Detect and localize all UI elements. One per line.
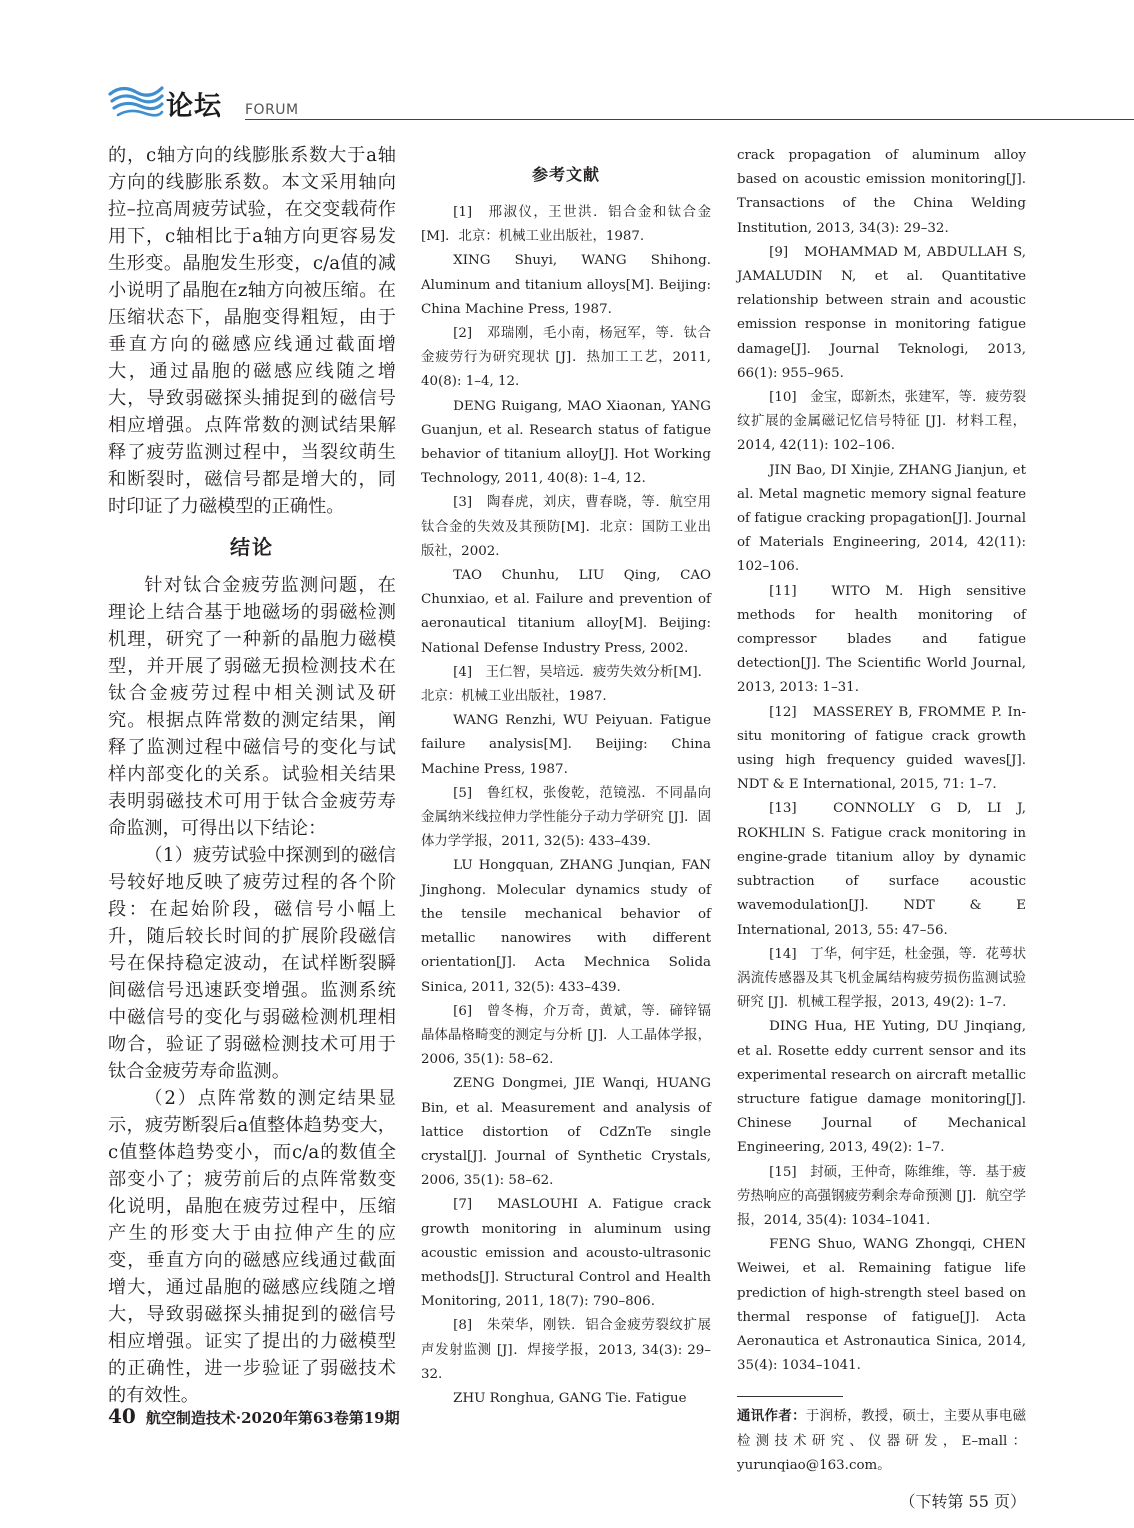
references-heading: 参考文献 [531,165,600,184]
reference-entry: DENG Ruigang, MAO Xiaonan, YANG Guanjun, et al. Research status of fatigue behavior of titanium alloy[J]. Hot Working Technology, 2011, 40(8): 1–4, 12. [421,398,711,487]
reference-entry: LU Hongquan, ZHANG Junqian, FAN Jinghong. Molecular dynamics study of the tensile mechanical behavior of metallic nanowires with different orientation[J]. Acta Mechnica Solida Sinica, 2011, 32(5): 433–439. [421,858,711,995]
reference-entry: [12] MASSEREY B, FROMME P. In-situ monitoring of fatigue crack growth using high frequency guided waves[J]. NDT & E International, 2015, 71: 1–7. [737,704,1026,793]
reference-entry: TAO Chunhu, LIU Qing, CAO Chunxiao, et al. Failure and prevention of aeronautical titanium alloy[M]. Beijing: National Defense Industry Press, 2002. [421,568,711,656]
section-brand: 论坛 [166,91,222,122]
corresponding-author-note [737,1405,1026,1478]
reference-entry: [11] WITO M. High sensitive methods for health monitoring of compressor blades and fatigue detection[J]. The Scientific World Journal, 2013, 2013: 1–31. [737,583,1026,696]
conclusion-heading: 结论 [230,535,274,559]
reference-entry: [6] 曾冬梅，介万奇，黄斌，等．碲锌镉晶体晶格畸变的测定与分析 [J]．人工晶体学报，2006, 35(1): 58–62. [421,1003,711,1068]
author-note-rule [737,1396,843,1397]
reference-entry: [9] MOHAMMAD M, ABDULLAH S, JAMALUDIN N, et al. Quantitative relationship between strain and acoustic emission response in monitoring fatigue damage[J]. Journal Teknologi, 2013, 66(1): 955–965. [737,244,1026,381]
reference-entry: [3] 陶春虎，刘庆，曹春晓，等．航空用钛合金的失效及其预防[M]．北京：国防工业出版社，2002. [421,495,711,559]
continued-note: （下转第 55 页） [899,1491,1026,1511]
header-rule [245,119,1134,120]
reference-entry: ZHU Ronghua, GANG Tie. Fatigue [453,1390,687,1406]
journal-title: 航空制造技术·2020年第63卷第19期 [145,1409,400,1427]
reference-entry: [4] 王仁智，吴培远．疲劳失效分析[M]．北京：机械工业出版社，1987. [421,664,711,705]
page-number: 40 [108,1404,136,1428]
reference-entry: [1] 邢淑仪，王世洪．铝合金和钛合金[M]．北京：机械工业出版社，1987. [421,205,711,245]
section-label: FORUM [245,102,299,118]
waves-logo-icon [108,82,164,118]
reference-entry: WANG Renzhi, WU Peiyuan. Fatigue failure analysis[M]. Beijing: China Machine Press, 1987. [421,713,711,777]
body-paragraph: 的，c轴方向的线膨胀系数大于a轴方向的线膨胀系数。本文采用轴向拉–拉高周疲劳试验，在交变载荷作用下，c轴相比于a轴方向更容易发生形变。晶胞发生形变，c/a值的减小说明了晶胞在z轴方向被压缩。在压缩状态下，晶胞变得粗短，由于垂直方向的磁感应线通过截面增大，通过晶胞的磁感应线随之增大，导致弱磁探头捕捉到的磁信号相应增强。点阵常数的测试结果解释了疲劳监测过程中，当裂纹萌生和断裂时，磁信号都是增大的，同时印证了力磁模型的正确性。 [108,145,396,517]
reference-entry: [7] MASLOUHI A. Fatigue crack growth monitoring in aluminum using acoustic emission and acousto-ultrasonic methods[J]. Structural Control and Health Monitoring, 2011, 18(7): 790–806. [421,1197,711,1310]
reference-entry: FENG Shuo, WANG Zhongqi, CHEN Weiwei, et al. Remaining fatigue life prediction of high-strength steel based on thermal response of fatigue[J]. Acta Aeronautica et Astronautica Sinica, 2014, 35(4): 1034–1041. [737,1237,1026,1374]
reference-entry: crack propagation of aluminum alloy based on acoustic emission monitoring[J]. Transactions of the China Welding Institution, 2013, 34(3): 29–32. [737,148,1026,236]
reference-entry: [2] 邓瑞刚，毛小南，杨冠军，等．钛合金疲劳行为研究现状 [J]．热加工工艺，2011, 40(8): 1–4, 12. [421,326,711,390]
reference-entry: [10] 金宝，邸新杰，张建军，等．疲劳裂纹扩展的金属磁记忆信号特征 [J]．材料工程，2014, 42(11): 102–106. [737,390,1026,454]
left-column [108,142,396,1409]
reference-entry: [5] 鲁红权，张俊乾，范镜泓．不同晶向金属纳米线拉伸力学性能分子动力学研究 [J]．固体力学学报，2011, 32(5): 433–439. [421,785,711,850]
reference-entry: [8] 朱荣华，刚铁．铝合金疲劳裂纹扩展声发射监测 [J]．焊接学报，2013, 34(3): 29–32. [421,1318,711,1382]
reference-entry: DING Hua, HE Yuting, DU Jinqiang, et al. Rosette eddy current sensor and its experimental research on aircraft metallic structure fatigue damage monitoring[J]. Chinese Journal of Mechanical Engineering, 2013, 49(2): 1–7. [737,1019,1026,1156]
reference-entry: XING Shuyi, WANG Shihong. Aluminum and titanium alloys[M]. Beijing: China Machine Press, 1987. [421,253,711,317]
page-footer [108,1404,400,1428]
author-note-text: 于润桥，教授，硕士，主要从事电磁检测技术研究、仪器研发，E–mall：yurunqiao@163.com。 [737,1409,1027,1473]
reference-entry: [14] 丁华，何宇廷，杜金强，等．花萼状涡流传感器及其飞机金属结构疲劳损伤监测试验研究 [J]．机械工程学报，2013, 49(2): 1–7. [737,946,1026,1011]
right-column [737,144,1026,1514]
reference-entry: JIN Bao, DI Xinjie, ZHANG Jianjun, et al. Metal magnetic memory signal feature of fatigue cracking propagation[J]. Journal of Materials Engineering, 2014, 42(11): 102–106. [737,462,1026,575]
author-note-label: 通讯作者： [737,1409,806,1425]
reference-entry: [13] CONNOLLY G D, LI J, ROKHLIN S. Fatigue crack monitoring in engine-grade titanium alloy by dynamic subtraction of surface acoustic wavemodulation[J]. NDT & E International, 2013, 55: 47–56. [737,801,1026,938]
middle-column [421,163,711,1411]
body-paragraph: （1）疲劳试验中探测到的磁信号较好地反映了疲劳过程的各个阶段：在起始阶段，磁信号小幅上升，随后较长时间的扩展阶段磁信号在保持稳定波动，在试样断裂瞬间磁信号迅速跃变增强。监测系统中磁信号的变化与弱磁检测机理相吻合，验证了弱磁检测技术可用于钛合金疲劳寿命监测。 [108,845,396,1082]
reference-entry: [15] 封硕，王仲奇，陈维维，等．基于疲劳热响应的高强钢疲劳剩余寿命预测 [J]．航空学报，2014, 35(4): 1034–1041. [737,1164,1026,1228]
page-header [108,78,1134,122]
body-paragraph: （2）点阵常数的测定结果显示，疲劳断裂后a值整体趋势变大，c值整体趋势变小，而c/a的数值全部变小了；疲劳前后的点阵常数变化说明，晶胞在疲劳过程中，压缩产生的形变大于由拉伸产生的应变，垂直方向的磁感应线通过截面增大，通过晶胞的磁感应线随之增大，导致弱磁探头捕捉到的磁信号相应增强。证实了提出的力磁模型的正确性，进一步验证了弱磁技术的有效性。 [108,1088,396,1406]
reference-entry: ZENG Dongmei, JIE Wanqi, HUANG Bin, et al. Measurement and analysis of lattice distortion of CdZnTe single crystal[J]. Journal of Synthetic Crystals, 2006, 35(1): 58–62. [421,1076,711,1189]
body-paragraph: 针对钛合金疲劳监测问题，在理论上结合基于地磁场的弱磁检测机理，研究了一种新的晶胞力磁模型，并开展了弱磁无损检测技术在钛合金疲劳过程中相关测试及研究。根据点阵常数的测定结果，阐释了监测过程中磁信号的变化与试样内部变化的关系。试验相关结果表明弱磁技术可用于钛合金疲劳寿命监测，可得出以下结论： [108,575,396,839]
